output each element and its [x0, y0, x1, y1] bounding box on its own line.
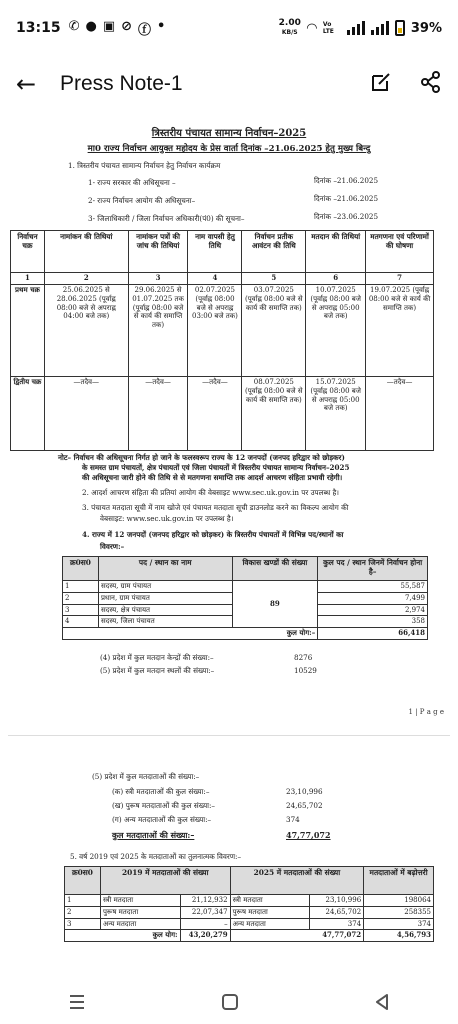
schedule-cell: द्वितीय चक्र: [11, 377, 45, 451]
comparison-cell: 374: [310, 918, 364, 930]
home-icon[interactable]: [220, 992, 240, 1016]
item-3-line-1: 3. पंचायत मतदाता सूची में नाम खोजे एवं पंचायत मतदाता सूची डाउनलोड करने का विकल्प आयोग की: [82, 503, 349, 512]
clock: 13:15: [16, 20, 61, 36]
notice-label: 3- जिलाधिकारी / जिला निर्वाचन अधिकारी(पं0) की सूचना–: [88, 214, 245, 223]
navigation-bar: [0, 984, 458, 1024]
speed-value: 2.00: [278, 18, 301, 28]
posts-cell: 3: [63, 604, 99, 616]
back-nav-icon[interactable]: [373, 992, 391, 1016]
centers-value: 8276: [294, 653, 313, 662]
posts-cell: 358: [318, 616, 428, 628]
comparison-cell: पुरूष मतदाता: [100, 906, 180, 918]
centers-label: (4) प्रदेश में कुल मतदान केन्द्रों की संख्या:–: [100, 653, 214, 662]
column-number: 4: [188, 273, 242, 285]
network-speed: [279, 19, 301, 37]
posts-table: [62, 556, 428, 640]
document-subtitle: मा0 राज्य निर्वाचन आयुक्त महोदय के प्रेस वार्ता दिनांक –21.06.2025 हेतु मुख्य बिन्दु: [87, 144, 371, 154]
comparison-cell: –: [180, 918, 230, 930]
table-row: [63, 628, 428, 640]
schedule-cell: —तदैव—: [128, 377, 188, 451]
schedule-cell: —तदैव—: [366, 377, 434, 451]
schedule-cell: —तदैव—: [188, 377, 242, 451]
schedule-header: निर्वाचन प्रतीक आवंटन की तिथि: [242, 231, 306, 273]
schedule-cell: प्रथम चक्र: [11, 285, 45, 377]
blocks-count: 89: [232, 581, 318, 628]
posts-header: विकास खण्डों की संख्या: [232, 557, 318, 581]
comparison-header: 2025 में मतदाताओं की संख्या: [230, 867, 364, 895]
comparison-cell: 22,07,347: [180, 906, 230, 918]
blocked-icon: ⊘: [121, 18, 133, 34]
app-icon: ▣: [102, 18, 116, 34]
schedule-table: [10, 230, 434, 451]
item-2: 2. आदर्श आचरण संहिता की प्रतियां आयोग की वेबसाइट www.sec.uk.gov.in पर उपलब्ध है।: [82, 488, 339, 497]
comparison-cell: 24,65,702: [310, 906, 364, 918]
item-3-line-2: वेबसाइट: www.sec.uk.gov.in पर उपलब्ध है।: [100, 514, 234, 523]
system-indicators: [279, 19, 442, 37]
posts-cell: 4: [63, 616, 99, 628]
chat-icon: ●: [85, 18, 97, 34]
voters-value: 23,10,996: [286, 787, 323, 796]
column-number: 7: [366, 273, 434, 285]
app-bar: [0, 56, 458, 112]
voters-heading: (5) प्रदेश में कुल मतदाताओं की संख्या:–: [92, 772, 200, 781]
volte-label: Vo LTE: [322, 21, 334, 35]
notice-label: 2- राज्य निर्वाचन आयोग की अधिसूचना–: [88, 196, 196, 205]
comparison-cell: 21,12,932: [180, 895, 230, 907]
comparison-cell: 198064: [364, 895, 434, 907]
voters-value: 374: [286, 815, 300, 824]
notice-date: दिनांक –21.06.2025: [314, 176, 379, 185]
schedule-cell: 25.06.2025 से 28.06.2025 (पूर्वाह्न 08:00 बजे से अपराह्न 04:00 बजे तक): [44, 285, 128, 377]
comparison-cell: 2: [65, 906, 101, 918]
posts-total: 66,418: [318, 628, 428, 640]
appbar-actions: [370, 71, 442, 97]
schedule-row: [11, 377, 434, 451]
posts-total-label: कुल योग:–: [63, 628, 318, 640]
item-5: 5. वर्ष 2019 एवं 2025 के मतदाताओं का तुलनात्मक विवरण:–: [70, 852, 242, 861]
posts-cell: 55,587: [318, 581, 428, 593]
dot-icon: •: [157, 18, 166, 34]
schedule-header: नामांकन की तिथियां: [44, 231, 128, 273]
schedule-header: नाम वापसी हेतु तिथि: [188, 231, 242, 273]
comparison-table: [64, 866, 434, 942]
comparison-header: क्र0स0: [65, 867, 101, 895]
battery-icon: [395, 20, 405, 36]
back-arrow-icon[interactable]: ←: [16, 70, 37, 98]
signal-2-icon: [371, 21, 389, 35]
table-row: [65, 918, 434, 930]
stations-value: 10529: [294, 666, 317, 675]
column-number: 2: [44, 273, 128, 285]
comparison-cell: 23,10,996: [310, 895, 364, 907]
schedule-cell: 10.07.2025 (पूर्वाह्न 08:00 बजे से अपराह्न 05:00 बजे तक): [306, 285, 366, 377]
wifi-icon: ◠: [306, 20, 317, 36]
column-number: 1: [11, 273, 45, 285]
schedule-header: निर्वाचन चक्र: [11, 231, 45, 273]
speed-unit: KB/S: [281, 29, 298, 36]
facebook-icon: ⓕ: [138, 22, 152, 38]
item-4-line-1: 4. राज्य में 12 जनपदों (जनपद हरिद्वार को छोड़कर) के त्रिस्तरीय पंचायतों में विभिन्न पद/स्थानों का: [82, 530, 344, 539]
posts-cell: 1: [63, 581, 99, 593]
schedule-cell: —तदैव—: [44, 377, 128, 451]
comparison-cell: 1: [65, 895, 101, 907]
posts-cell: 2: [63, 592, 99, 604]
column-number: 5: [242, 273, 306, 285]
posts-cell: 2,974: [318, 604, 428, 616]
page-title: Press Note-1: [60, 72, 183, 95]
comparison-cell: पुरूष मतदाता: [230, 906, 310, 918]
posts-cell: सदस्य, क्षेत्र पंचायत: [98, 604, 232, 616]
note-line: की अधिसूचना जारी होने की तिथि से से मतगणना समाप्ति तक आदर्श आचरण संहिता प्रभावी रहेगी।: [82, 473, 343, 482]
comparison-cell: स्त्री मतदाता: [100, 895, 180, 907]
schedule-header: मतदान की तिथियां: [306, 231, 366, 273]
table-row: [63, 581, 428, 593]
posts-cell: 7,499: [318, 592, 428, 604]
comparison-total-2019: 43,20,279: [180, 930, 230, 942]
schedule-cell: 02.07.2025 (पूर्वाह्न 08:00 बजे से अपराह्न 03:00 बजे तक): [188, 285, 242, 377]
table-row: [65, 895, 434, 907]
notice-date: दिनांक –23.06.2025: [314, 212, 379, 221]
status-bar: [0, 0, 458, 56]
posts-header: कुल पद / स्थान जिनमें निर्वाचन होना है–: [318, 557, 428, 581]
stations-label: (5) प्रदेश में कुल मतदान स्थलों की संख्या:–: [100, 666, 215, 675]
schedule-header: नामांकन पत्रों की जांच की तिथियां: [128, 231, 188, 273]
recent-apps-icon[interactable]: [67, 993, 87, 1015]
comparison-header: 2019 में मतदाताओं की संख्या: [100, 867, 230, 895]
edit-icon[interactable]: [370, 71, 392, 97]
comparison-total-label: कुल योग:: [65, 930, 181, 942]
notice-date: दिनांक –21.06.2025: [314, 194, 379, 203]
item-1: 1. त्रिस्तरीय पंचायत सामान्य निर्वाचन हेतु निर्वाचन कार्यक्रम: [68, 161, 221, 170]
document-page-1: [8, 118, 450, 736]
comparison-cell: 258355: [364, 906, 434, 918]
schedule-cell: 19.07.2025 (पूर्वाह्न 08:00 बजे से कार्य की समाप्ति तक): [366, 285, 434, 377]
note-line: नोट– निर्वाचन की अधिसूचना निर्गत हो जाने के फलस्वरूप राज्य के 12 जनपदों (जनपद हरिद्वार को छोड़कर): [58, 453, 345, 462]
comparison-total-increase: 4,56,793: [364, 930, 434, 942]
comparison-cell: 374: [364, 918, 434, 930]
battery-percent: 39%: [410, 20, 442, 36]
document-viewer[interactable]: [8, 118, 450, 984]
posts-header: पद / स्थान का नाम: [98, 557, 232, 581]
comparison-cell: स्त्री मतदाता: [230, 895, 310, 907]
comparison-header: मतदाताओं में बढ़ोत्तरी: [364, 867, 434, 895]
column-number: 3: [128, 273, 188, 285]
posts-cell: प्रधान, ग्राम पंचायत: [98, 592, 232, 604]
comparison-cell: अन्य मतदाता: [230, 918, 310, 930]
notice-label: 1- राज्य सरकार की अधिसूचना –: [88, 178, 176, 187]
posts-cell: सदस्य, ग्राम पंचायत: [98, 581, 232, 593]
notification-icons: [69, 19, 166, 38]
schedule-cell: 15.07.2025 (पूर्वाह्न 08:00 बजे से अपराह्न 05:00 बजे तक): [306, 377, 366, 451]
voters-total-label: कुल मतदाताओं की संख्या:–: [112, 830, 195, 840]
schedule-cell: 29.06.2025 से 01.07.2025 तक (पूर्वाह्न 08:00 बजे से कार्य की समाप्ति तक): [128, 285, 188, 377]
posts-header: क्र0स0: [63, 557, 99, 581]
document-page-2: [8, 760, 450, 984]
item-4-line-2: विवरण:–: [100, 542, 125, 551]
document-title: त्रिस्तरीय पंचायत सामान्य निर्वाचन–2025: [151, 128, 307, 139]
comparison-cell: अन्य मतदाता: [100, 918, 180, 930]
comparison-cell: 3: [65, 918, 101, 930]
whatsapp-icon: ✆: [68, 18, 80, 34]
schedule-row: [11, 285, 434, 377]
comparison-total-2025: 47,77,072: [230, 930, 364, 942]
voters-total: 47,77,072: [286, 830, 331, 840]
column-number: 6: [306, 273, 366, 285]
page-number: 1 | P a g e: [408, 708, 444, 716]
posts-cell: सदस्य, जिला पंचायत: [98, 616, 232, 628]
schedule-header: मतगणना एवं परिणामों की घोषणा: [366, 231, 434, 273]
schedule-cell: 08.07.2025 (पूर्वाह्न 08:00 बजे से कार्य की समाप्ति तक): [242, 377, 306, 451]
note-line: के समस्त ग्राम पंचायतों, क्षेत्र पंचायतों एवं जिला पंचायतों में त्रिस्तरीय पंचायत सामान्य निर्वाचन–2025: [82, 463, 350, 472]
voters-label: (क) स्त्री मतदाताओं की कुल संख्या:–: [112, 787, 210, 796]
table-row: [65, 906, 434, 918]
table-row: [65, 930, 434, 942]
voters-label: (ख) पुरूष मतदाताओं की कुल संख्या:–: [112, 801, 215, 810]
voters-value: 24,65,702: [286, 801, 323, 810]
share-icon[interactable]: [420, 71, 442, 97]
schedule-cell: 03.07.2025 (पूर्वाह्न 08:00 बजे से कार्य की समाप्ति तक): [242, 285, 306, 377]
signal-icon: [347, 21, 365, 35]
voters-label: (ग) अन्य मतदाताओं की कुल संख्या:–: [112, 815, 212, 824]
